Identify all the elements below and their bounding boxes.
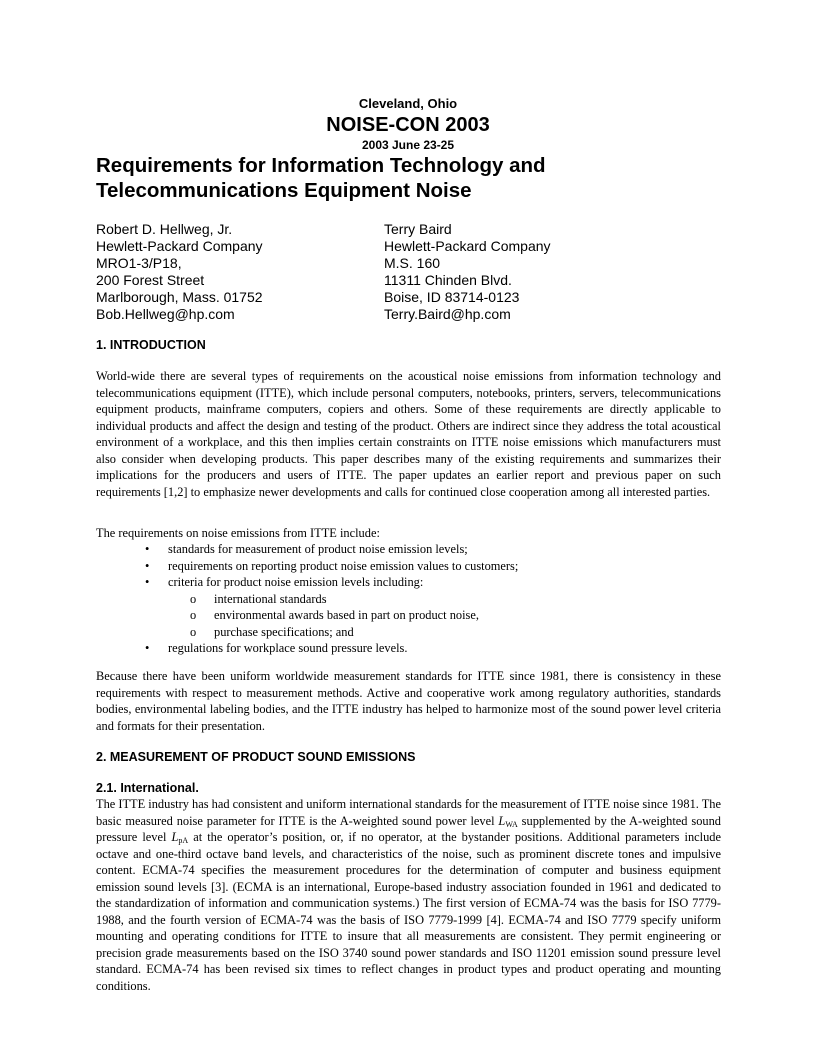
author-mailstop: M.S. 160 <box>384 255 441 271</box>
sub-bullet-marker: o <box>190 624 197 639</box>
sub-list-item <box>96 591 721 608</box>
measurement-paragraph <box>96 796 721 994</box>
author-company: Hewlett-Packard Company <box>96 238 263 254</box>
list-intro: The requirements on noise emissions from ITTE include: <box>96 526 380 540</box>
section-2-heading: 2. MEASUREMENT OF PRODUCT SOUND EMISSIONS <box>96 750 416 764</box>
list-item-text: criteria for product noise emission levels including: <box>168 575 424 589</box>
author-block-2 <box>384 221 551 323</box>
intro-paragraph-1: World-wide there are several types of requirements on the acoustical noise emissions from information technology and telecommunications equipment (ITTE), which include personal computers, notebooks, printers, servers, telecommunications equipment products, mainframe computers, copiers and others. Some of these requirements are directly applicable to individual products and affect the design and testing of the product. Others are indirect since they address the total acoustical environment of a workplace, and this then implies certain constraints on ITTE noise emissions which manufacturers must also consider when developing products. This paper describes many of the existing requirements and summarizes their implications for the producers and users of ITTE. The paper updates an earlier report and previous paper on such requirements [1,2] to emphasize newer developments and calls for continued close cooperation among all interested parties. <box>96 369 721 499</box>
author-name: Terry Baird <box>384 221 452 237</box>
author-street: 200 Forest Street <box>96 272 205 288</box>
paper-title: Requirements for Information Technology and Telecommunications Equipment Noise <box>96 154 546 202</box>
section-2-1-heading: 2.1. International. <box>96 781 199 795</box>
sub-bullet-marker: o <box>190 591 197 606</box>
author-name: Robert D. Hellweg, Jr. <box>96 221 233 237</box>
section-1-heading: 1. INTRODUCTION <box>96 338 206 352</box>
conference-dates: 2003 June 23-25 <box>361 138 455 152</box>
author-email: Terry.Baird@hp.com <box>384 306 511 322</box>
conference-location: Cleveland, Ohio <box>358 96 458 111</box>
sub-bullet-marker: o <box>190 608 197 622</box>
sub-list-item <box>96 624 721 641</box>
list-item <box>96 640 721 657</box>
bullet-marker: • <box>145 558 150 573</box>
list-item-text: standards for measurement of product noise emission levels; <box>168 542 468 556</box>
author-company: Hewlett-Packard Company <box>384 238 551 254</box>
conference-name: NOISE-CON 2003 <box>326 114 490 136</box>
lwa-subscript: WA <box>505 819 518 829</box>
list-item <box>96 558 721 575</box>
paragraph-text-part: The ITTE industry has had consistent and uniform international standards for the measurement of ITTE noise since 1981. The basic measured noise parameter for ITTE is the A-weighted sound power level <box>96 797 721 828</box>
author-block-1 <box>96 221 263 323</box>
author-mailstop: MRO1-3/P18, <box>96 255 182 271</box>
author-street: 11311 Chinden Blvd. <box>384 272 512 288</box>
list-item <box>96 574 721 591</box>
list-item-text: regulations for workplace sound pressure levels. <box>168 641 408 655</box>
requirements-list <box>96 541 721 657</box>
lpa-symbol: L <box>171 830 179 844</box>
bullet-marker: • <box>145 575 150 589</box>
list-item-text: requirements on reporting product noise emission values to customers; <box>168 558 519 573</box>
sub-list-item-text: purchase specifications; and <box>214 624 354 639</box>
bullet-marker: • <box>145 542 150 556</box>
lpa-subscript: pA <box>178 836 189 845</box>
intro-paragraph-2: Because there have been uniform worldwide measurement standards for ITTE since 1981, there is consistency in these requirements with respect to measurement methods. Active and cooperative work among regulatory authorities, standards bodies, environmental labeling bodies, and the ITTE industry has helped to harmonize most of the sound power level criteria and formats for their presentation. <box>96 669 721 733</box>
sub-list-item <box>96 607 721 624</box>
sub-list-item-text: environmental awards based in part on product noise, <box>214 608 479 622</box>
bullet-marker: • <box>145 641 150 655</box>
author-city: Marlborough, Mass. 01752 <box>96 289 263 305</box>
lwa-symbol: L <box>498 813 506 828</box>
paragraph-text-part: at the operator’s position, or, if no operator, at the bystander positions. Additional parameters include octave and one-third octave band levels, and characteristics of the noise, such as prominent discrete tones and impulsive content. ECMA-74 specifies the measurement procedures for the determination of computer and business equipment emission sound levels [3]. (ECMA is an international, Europe-based industry association founded in 1961 and dedicated to the standardization of information and communication systems.) The first version of ECMA-74 was the basis for ISO 7779-1988, and the fourth version of ECMA-74 was the basis of ISO 7779-1999 [4]. ECMA-74 and ISO 7779 specify uniform mounting and operating conditions for ITTE to insure that all measurements are consistent. They permit engineering or precision grade measurements based on the ISO 3740 sound power standards and ISO 11201 emission sound pressure level standard. ECMA-74 has been revised six times to reflect changes in product types and product operating and mounting conditions. <box>96 830 721 993</box>
list-item <box>96 541 721 558</box>
paragraph-text-part: supplemented by the A-weighted sound pressure level <box>96 813 721 844</box>
author-city: Boise, ID 83714-0123 <box>384 289 520 305</box>
author-email: Bob.Hellweg@hp.com <box>96 306 235 322</box>
sub-list-item-text: international standards <box>214 591 327 606</box>
